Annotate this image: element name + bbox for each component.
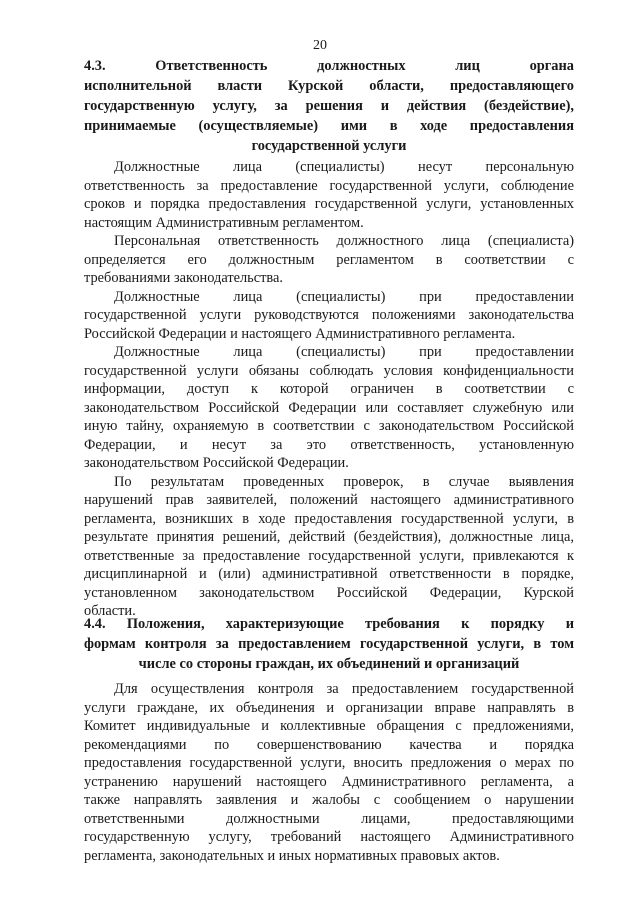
text-line: нарушений прав заявителей, положений настоящего административного bbox=[84, 492, 574, 508]
text-line: Российской Федерации и настоящего Административного регламента. bbox=[84, 325, 516, 342]
heading-line: исполнительной власти Курской области, предоставляющего bbox=[84, 78, 574, 94]
text-line: государственной услуги обязаны соблюдать условия конфиденциальности bbox=[84, 362, 574, 379]
text-line: ответственность за предоставление государственной услуги, соблюдение bbox=[84, 177, 574, 194]
text-line: настоящим Административным регламентом. bbox=[84, 214, 364, 231]
heading-line: принимаемые (осуществляемые) ими в ходе предоставления bbox=[84, 118, 574, 134]
text-line: ответственными должностными лицами, предоставляющими bbox=[84, 810, 574, 827]
text-line: области. bbox=[84, 603, 136, 619]
heading-line: формам контроля за предоставлением государственной услуги, в том bbox=[84, 636, 574, 652]
text-line: предоставления государственной услуги, вносить предложения о мерах по bbox=[84, 755, 574, 771]
text-line: Должностные лица (специалисты) несут персональную bbox=[114, 159, 574, 175]
text-line: Комитет индивидуальные и коллективные обращения с предложениями, bbox=[84, 718, 574, 734]
text-line: результате принятия решений, действий (бездействия), должностные лица, bbox=[84, 529, 574, 545]
text-line: Персональная ответственность должностного лица (специалиста) bbox=[114, 233, 574, 249]
text-line: Федерации, и несут за это ответственность, установленную bbox=[84, 436, 574, 453]
paragraph bbox=[84, 158, 574, 232]
paragraph bbox=[84, 288, 574, 344]
text-line: Должностные лица (специалисты) при предоставлении bbox=[114, 288, 574, 305]
paragraph bbox=[84, 343, 574, 473]
text-line: информации, доступ к которой ограничен в соответствии с bbox=[84, 381, 574, 397]
text-line: также направлять заявления и жалобы с сообщением о нарушении bbox=[84, 792, 574, 808]
text-line: ответственные за предоставление государственной услуги, привлекаются к bbox=[84, 547, 574, 564]
paragraph bbox=[84, 473, 574, 621]
text-line: требованиями законодательства. bbox=[84, 270, 284, 286]
text-line: установленном законодательством Российской Федерации, Курской bbox=[84, 584, 574, 601]
text-line: Должностные лица (специалисты) при предоставлении bbox=[114, 344, 574, 360]
text-line: законодательством Российской Федерации. bbox=[84, 455, 349, 471]
heading-line: числе со стороны граждан, их объединений и организаций bbox=[138, 656, 520, 672]
text-line: регламента, возникших в ходе предоставления государственной услуги, в bbox=[84, 510, 574, 527]
heading-line: государственную услугу, за решения и действия (бездействие), bbox=[84, 98, 574, 114]
paragraph bbox=[84, 232, 574, 288]
text-line: законодательством Российской Федерации или составляет служебную или bbox=[84, 399, 574, 416]
text-line: услуги граждане, их объединения и организации вправе направлять в bbox=[84, 699, 574, 716]
heading-line: 4.4. Положения, характеризующие требования к порядку и bbox=[84, 616, 574, 632]
text-line: Для осуществления контроля за предоставлением государственной bbox=[114, 681, 574, 697]
section-4-3-body bbox=[84, 158, 574, 621]
section-4-4-body bbox=[84, 680, 574, 865]
text-line: По результатам проведенных проверок, в случае выявления bbox=[114, 473, 574, 490]
text-line: иную тайну, охраняемую в соответствии с законодательством Российской bbox=[84, 418, 574, 434]
text-line: определяется его должностным регламентом в соответствии с bbox=[84, 251, 574, 268]
text-line: регламента, законодательных и иных нормативных правовых актов. bbox=[84, 847, 500, 864]
page-number: 20 bbox=[313, 38, 327, 53]
text-line: устранению нарушений настоящего Административного регламента, а bbox=[84, 773, 574, 790]
paragraph bbox=[84, 680, 574, 865]
text-line: дисциплинарной и (или) административной ответственности в порядке, bbox=[84, 566, 574, 582]
heading-line: 4.3. Ответственность должностных лиц органа bbox=[84, 58, 574, 74]
section-4-3-heading bbox=[84, 56, 574, 156]
text-line: сроков и порядка предоставления государственной услуги, установленных bbox=[84, 196, 574, 212]
text-line: государственную услугу, требований настоящего Административного bbox=[84, 829, 574, 845]
heading-line: государственной услуги bbox=[251, 138, 407, 154]
text-line: государственной услуги руководствуются положениями законодательства bbox=[84, 307, 574, 323]
text-line: рекомендациями по совершенствованию качества и порядка bbox=[84, 736, 574, 753]
section-4-4-heading bbox=[84, 614, 574, 674]
